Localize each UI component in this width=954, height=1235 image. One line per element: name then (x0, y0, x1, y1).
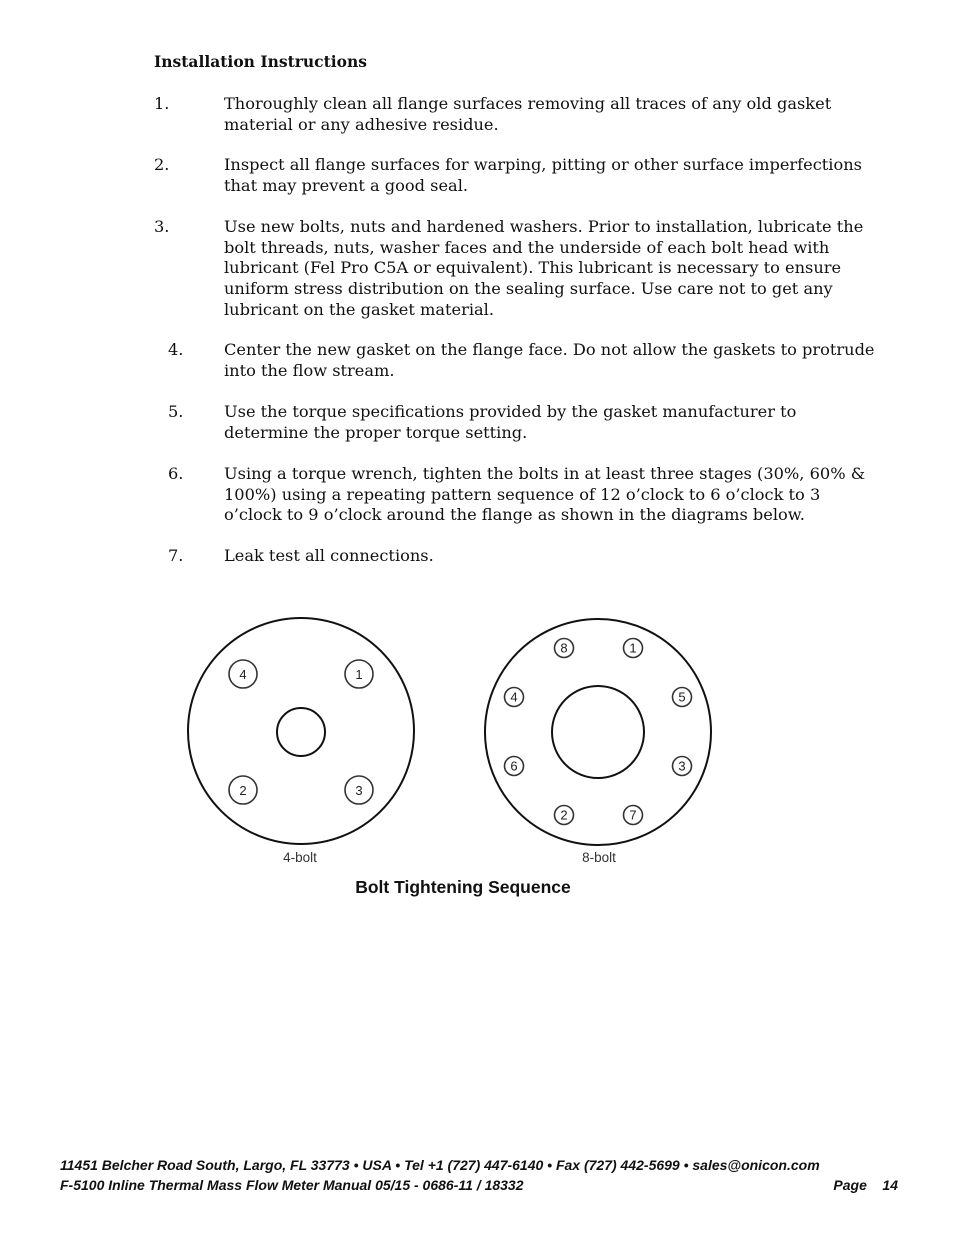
bolt-number: 8 (560, 640, 568, 656)
bolt-hole (229, 660, 257, 688)
step-text: Use new bolts, nuts and hardened washers. Prior to installation, lubricate the bolt threads, nuts, washer faces and the underside of each bolt head with lubricant (Fel Pro C5A or equivalent). This lubricant is necessary to ensure uniform stress distribution on the sealing surface. Use care not to get any lubricant on the gasket material. (224, 217, 864, 319)
step-text: Center the new gasket on the flange face. Do not allow the gaskets to protrude into the flow stream. (224, 340, 875, 380)
eight-bolt-flange-outline (485, 619, 711, 845)
step-number: 7. (168, 546, 184, 565)
footer-manual-line (60, 1177, 898, 1193)
bolt-number: 1 (629, 640, 637, 656)
bolt-hole (673, 688, 692, 707)
bolt-hole (624, 639, 643, 658)
step-text: Leak test all connections. (224, 546, 434, 565)
bolt-number: 7 (629, 807, 637, 823)
bolt-number: 2 (560, 807, 568, 823)
section-heading: Installation Instructions (154, 52, 367, 71)
step-text: Use the torque specifications provided by the gasket manufacturer to determine the proper torque setting. (224, 402, 797, 442)
step-text: Thoroughly clean all flange surfaces removing all traces of any old gasket material or any adhesive residue. (224, 94, 832, 134)
bolt-hole (345, 660, 373, 688)
footer-manual-title: F-5100 Inline Thermal Mass Flow Meter Manual 05/15 - 0686-11 / 18332 (60, 1177, 524, 1193)
four-bolt-flange-bore (277, 708, 325, 756)
bolt-hole (505, 757, 524, 776)
bolt-hole (555, 806, 574, 825)
step-number: 1. (154, 94, 170, 113)
four-bolt-flange-outline (188, 618, 414, 844)
step-number: 3. (154, 217, 170, 236)
bolt-hole (555, 639, 574, 658)
bolt-hole (624, 806, 643, 825)
bolt-number: 6 (510, 758, 518, 774)
step-number: 5. (168, 402, 184, 421)
bolt-number: 4 (239, 667, 247, 682)
bolt-number: 2 (239, 783, 247, 798)
step-text: Using a torque wrench, tighten the bolts in at least three stages (30%, 60% & 100%) using a repeating pattern sequence of 12 o’clock to 6 o’clock to 3 o’clock to 9 o’clock around the flange as shown in the diagrams below. (224, 464, 866, 525)
step-text: Inspect all flange surfaces for warping, pitting or other surface imperfections that may prevent a good seal. (224, 155, 862, 195)
eight-bolt-flange-bore (552, 686, 644, 778)
bolt-number: 3 (355, 783, 363, 798)
four-bolt-flange (188, 618, 414, 865)
bolt-number: 1 (355, 667, 363, 682)
step-number: 2. (154, 155, 170, 174)
bolt-number: 4 (510, 689, 518, 705)
bolt-number: 3 (678, 758, 686, 774)
bolt-number: 5 (678, 689, 686, 705)
bolt-hole (673, 757, 692, 776)
diagram-label: 4-bolt (283, 850, 317, 865)
step-number: 4. (168, 340, 184, 359)
bolt-hole (229, 776, 257, 804)
footer-address: 11451 Belcher Road South, Largo, FL 33773 • USA • Tel +1 (727) 447-6140 • Fax (727) 442-5699 • sales@onicon.com (60, 1157, 820, 1173)
eight-bolt-flange (485, 619, 711, 865)
figure-caption: Bolt Tightening Sequence (355, 877, 571, 897)
diagram-label: 8-bolt (582, 850, 616, 865)
bolt-hole (345, 776, 373, 804)
page-number: Page 14 (833, 1177, 898, 1193)
step-number: 6. (168, 464, 184, 483)
bolt-hole (505, 688, 524, 707)
bolt-tightening-diagram (0, 600, 760, 870)
